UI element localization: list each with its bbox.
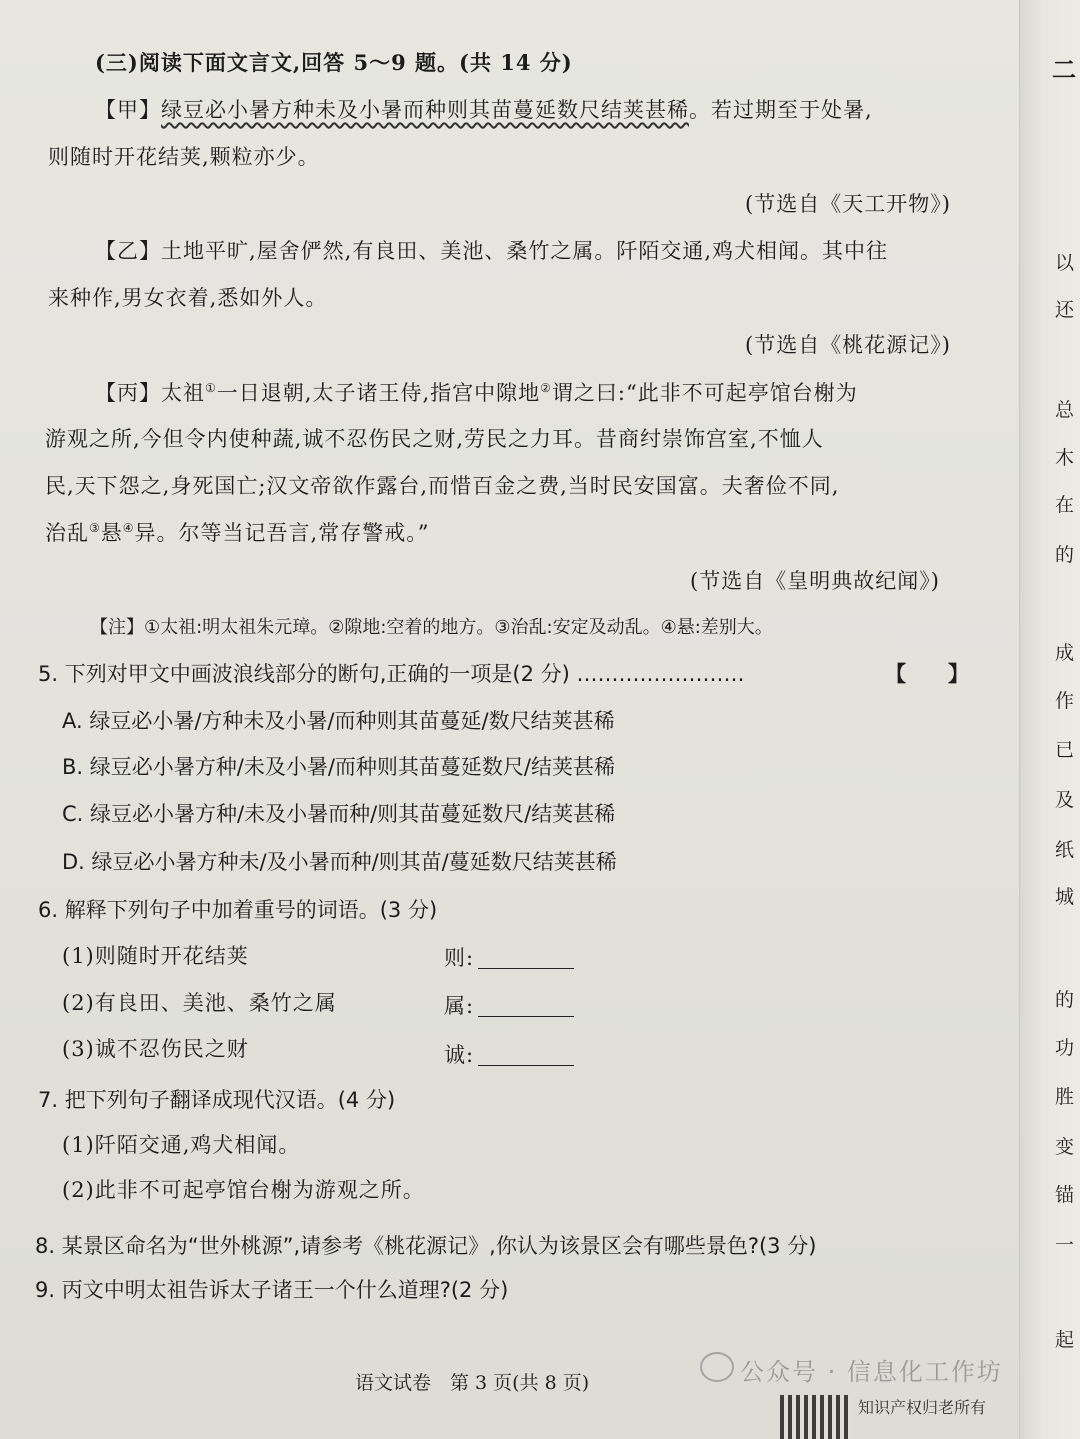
question-6-stem: 6. 解释下列句子中加着重号的词语。(3 分): [38, 898, 438, 922]
section-heading: (三)阅读下面文言文,回答 5～9 题。(共 14 分): [95, 50, 573, 75]
qr-code: [780, 1395, 852, 1439]
q7-item-1: (1)阡陌交通,鸡犬相闻。: [62, 1133, 301, 1157]
watermark: 公众号 · 信息化工作坊: [740, 1358, 1003, 1386]
passage-bing-line4-a: 治乱: [45, 521, 89, 545]
passage-jia-line1-rest: 。若过期至于处暑,: [689, 98, 873, 122]
q6-item-3-answer[interactable]: [444, 1045, 574, 1066]
passage-bing-source: (节选自《皇明典故纪闻》): [690, 569, 940, 593]
next-page-char: 及: [1055, 789, 1075, 811]
passage-bing-line1-b: 一日退朝,太子诸王侍,指宫中隙地: [216, 381, 541, 405]
q6-item-2-answer[interactable]: [444, 996, 574, 1017]
question-8-stem: 8. 某景区命名为“世外桃源”,请参考《桃花源记》,你认为该景区会有哪些景色?(3 分): [35, 1234, 817, 1258]
passage-bing-line3: 民,天下怨之,身死国亡;汉文帝欲作露台,而惜百金之费,当时民安国富。夫奢俭不同,: [45, 474, 840, 498]
answer-blank[interactable]: [478, 948, 574, 969]
option-b: B. 绿豆必小暑方种/未及小暑/而种则其苗蔓延数尺/结荚甚稀: [62, 755, 615, 779]
footnote-ref-4: ④: [122, 521, 135, 535]
next-page-char: 一: [1055, 1234, 1075, 1256]
q7-item-2: (2)此非不可起亭馆台榭为游观之所。: [62, 1178, 425, 1202]
next-page-char: 变: [1055, 1136, 1075, 1158]
q6-item-3-word: 诚:: [444, 1043, 475, 1067]
next-page-char: 胜: [1055, 1086, 1075, 1108]
passage-jia-mark: 【甲】: [95, 98, 161, 122]
passage-bing-line2: 游观之所,今但令内使种蔬,诚不忍伤民之财,劳民之力耳。昔商纣崇饰宫室,不恤人: [45, 427, 824, 451]
passage-jia-line1: [95, 100, 873, 121]
next-page-char: 的: [1055, 544, 1075, 566]
answer-bracket[interactable]: 【 】: [885, 662, 969, 686]
next-page-char: 城: [1055, 886, 1075, 908]
footnote-ref-2: ②: [540, 381, 552, 395]
next-page-char: 还: [1055, 299, 1075, 321]
passage-jia-source: (节选自《天工开物》): [745, 192, 951, 216]
next-page-char: 纸: [1055, 839, 1075, 861]
page-footer: 语文试卷 第 3 页(共 8 页): [355, 1372, 590, 1394]
passage-bing-line4: [45, 522, 429, 544]
passage-jia-wavy: 绿豆必小暑方种未及小暑而种则其苗蔓延数尺结荚甚稀: [161, 98, 689, 122]
q6-item-2-sentence: (2)有良田、美池、桑竹之属: [62, 991, 337, 1015]
next-page-char: 在: [1055, 494, 1075, 516]
next-page-char: 木: [1055, 447, 1075, 469]
option-c: C. 绿豆必小暑方种/未及小暑而种/则其苗蔓延数尺/结荚甚稀: [62, 802, 616, 826]
wechat-icon: [700, 1352, 734, 1382]
next-page-char: 作: [1055, 690, 1075, 712]
next-page-edge: [1019, 0, 1080, 1439]
passage-jia-line2: 则随时开花结荚,颗粒亦少。: [48, 145, 320, 169]
footnote-ref-1: ①: [205, 381, 217, 395]
next-page-char: 总: [1055, 399, 1075, 421]
passage-bing-line1-c: 谓之曰:“此非不可起亭馆台榭为: [551, 381, 858, 405]
option-a: A. 绿豆必小暑/方种未及小暑/而种则其苗蔓延/数尺结荚甚稀: [62, 709, 615, 733]
notes: 【注】①太祖:明太祖朱元璋。②隙地:空着的地方。③治乱:安定及动乱。④悬:差别大。: [90, 617, 773, 638]
q6-item-1-word: 则:: [444, 946, 475, 970]
next-page-char: 的: [1055, 989, 1075, 1011]
copyright-text: 知识产权归老所有: [858, 1398, 987, 1417]
q6-item-2-word: 属:: [444, 994, 475, 1018]
passage-bing-line4-c: 异。尔等当记吾言,常存警戒。”: [134, 521, 430, 545]
answer-blank[interactable]: [478, 996, 574, 1017]
next-page-char: 功: [1055, 1037, 1075, 1059]
passage-yi-line2: 来种作,男女衣着,悉如外人。: [48, 286, 328, 310]
q6-item-3-sentence: (3)诚不忍伤民之财: [62, 1037, 249, 1061]
passage-yi-source: (节选自《桃花源记》): [745, 333, 951, 357]
next-page-char: 锚: [1055, 1184, 1075, 1206]
footnote-ref-3: ③: [89, 521, 101, 535]
question-9-stem: 9. 丙文中明太祖告诉太子诸王一个什么道理?(2 分): [35, 1278, 509, 1302]
passage-yi-line1: 【乙】土地平旷,屋舍俨然,有良田、美池、桑竹之属。阡陌交通,鸡犬相闻。其中往: [95, 239, 889, 263]
passage-bing-line1-a: 【丙】太祖: [95, 381, 205, 405]
next-page-char: 以: [1055, 252, 1075, 274]
next-page-char: 起: [1055, 1329, 1075, 1351]
next-page-char: 成: [1055, 642, 1075, 664]
question-7-stem: 7. 把下列句子翻译成现代汉语。(4 分): [38, 1088, 396, 1112]
next-page-char: 已: [1055, 739, 1075, 761]
passage-bing-line4-b: 悬: [100, 521, 123, 545]
question-5-stem: 5. 下列对甲文中画波浪线部分的断句,正确的一项是(2 分) ……………………: [38, 662, 745, 686]
answer-blank[interactable]: [478, 1045, 574, 1066]
passage-bing-line1: [95, 382, 858, 404]
option-d: D. 绿豆必小暑方种未/及小暑而种/则其苗/蔓延数尺结荚甚稀: [62, 850, 617, 874]
q6-item-1-sentence: (1)则随时开花结荚: [62, 944, 249, 968]
next-page-top-char: 二: [1052, 55, 1076, 84]
q6-item-1-answer[interactable]: [444, 948, 574, 969]
